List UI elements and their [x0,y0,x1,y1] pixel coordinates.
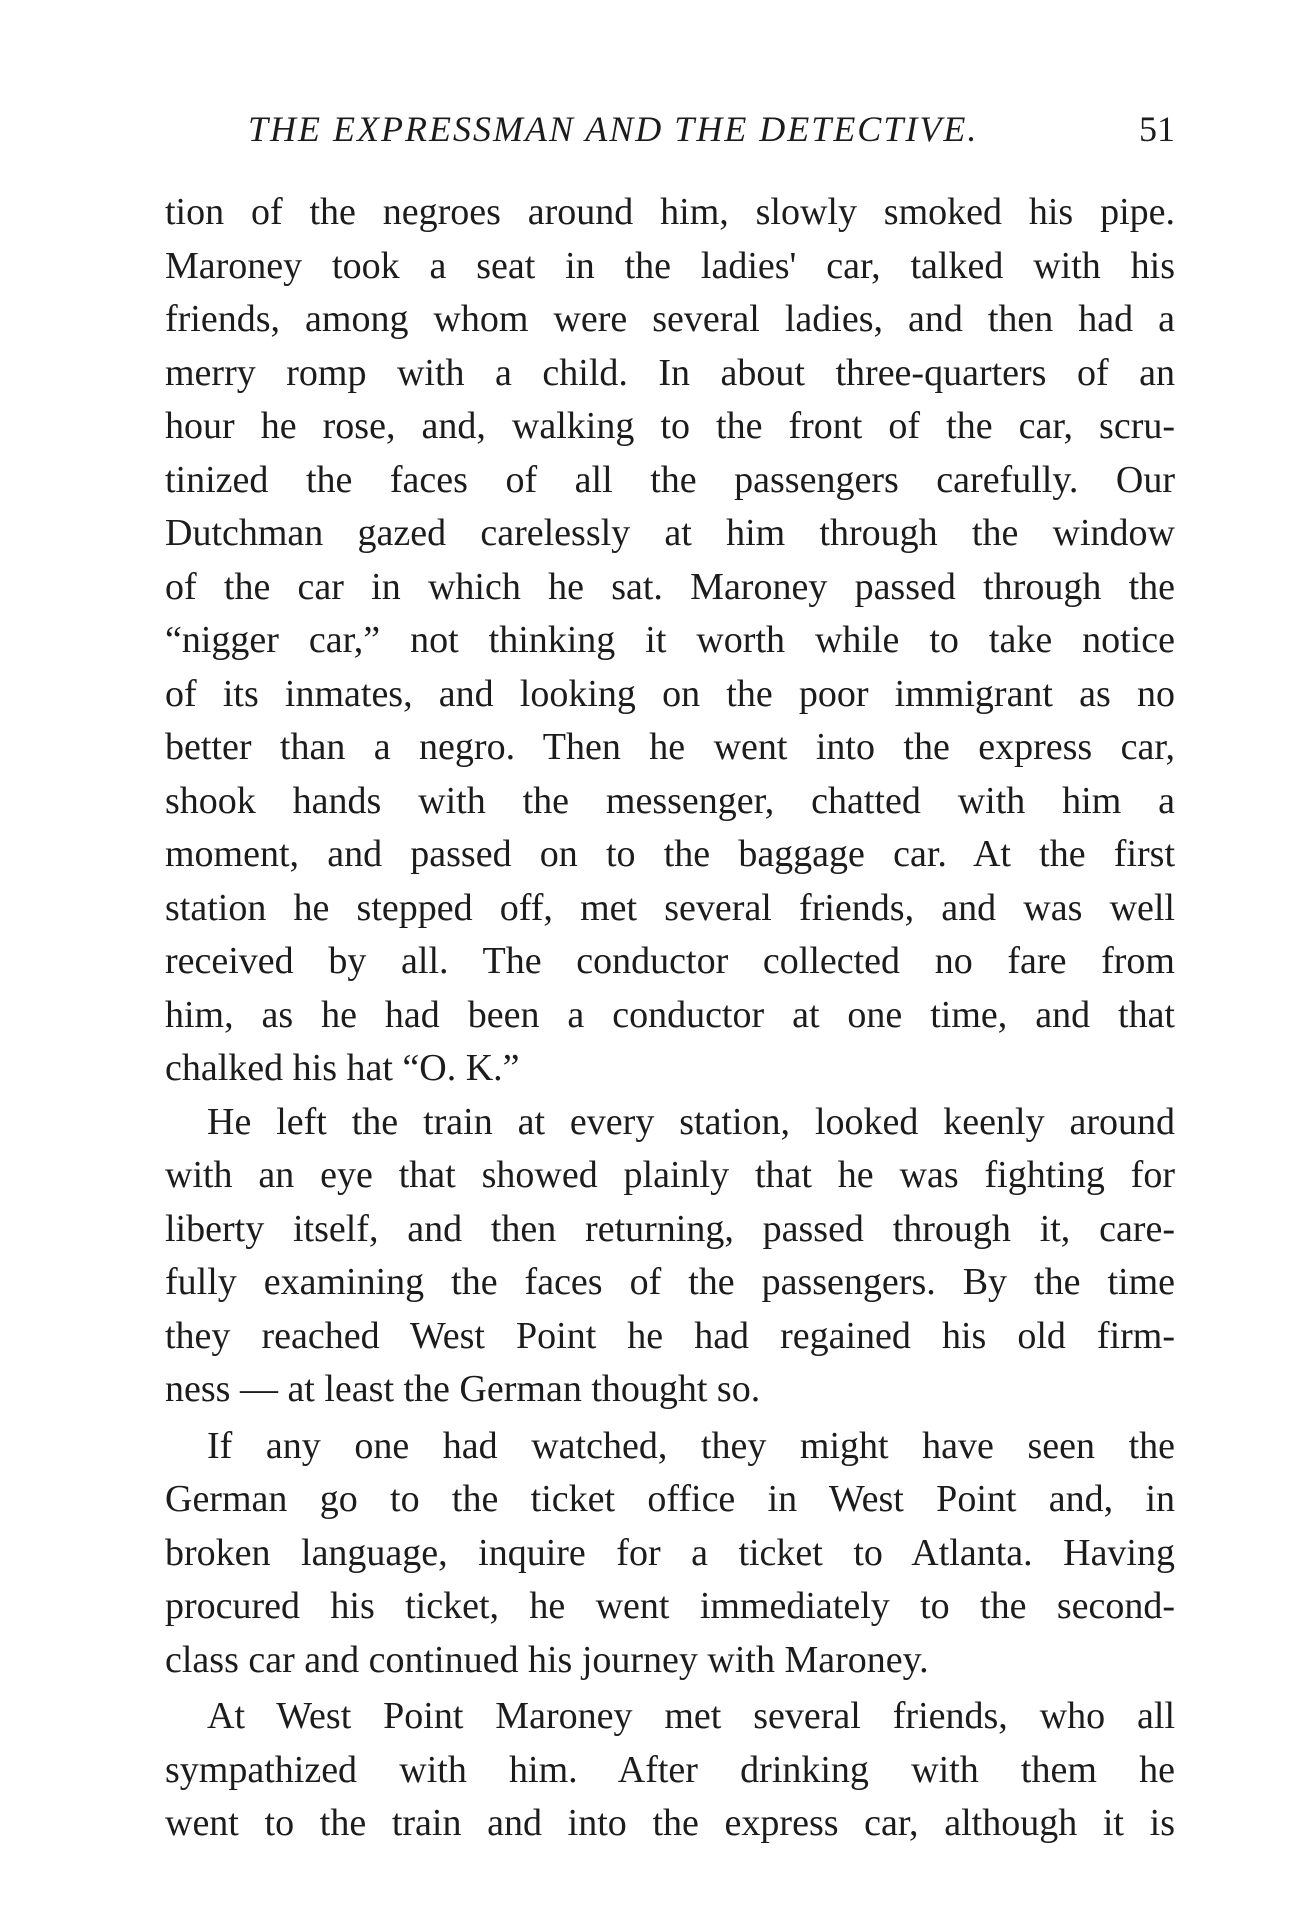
running-title: THE EXPRESSMAN AND THE DETECTIVE. [248,109,979,149]
text-line: broken language, inquire for a ticket to Atlanta. Having [165,1531,1175,1574]
text-line: friends, among whom were several ladies, and then had a [165,298,1175,340]
page-header [200,108,1175,158]
text-line: went to the train and into the express car, although it is [165,1802,1175,1844]
text-line: tinized the faces of all the passengers carefully. Our [165,458,1175,501]
text-line: shook hands with the messenger, chatted with him a [165,779,1175,822]
text-line: tion of the negroes around him, slowly smoked his pipe. [165,191,1175,233]
text-line: chalked his hat “O. K.” [165,1047,520,1089]
text-line: him, as he had been a conductor at one time, and that [165,993,1175,1036]
page-number: 51 [1139,109,1175,149]
text-line: moment, and passed on to the baggage car. At the first [165,833,1175,875]
text-line: At West Point Maroney met several friends, who all [207,1695,1175,1737]
text-line: merry romp with a child. In about three-quarters of an [165,351,1175,394]
text-line: they reached West Point he had regained his old firm- [165,1314,1175,1357]
text-line: He left the train at every station, looked keenly around [207,1100,1175,1143]
text-line: “nigger car,” not thinking it worth while to take notice [165,619,1175,661]
paragraph-2 [165,1096,1175,1417]
text-line: with an eye that showed plainly that he was fighting for [165,1154,1175,1196]
text-line: ness — at least the German thought so. [165,1368,761,1410]
paragraph-3 [165,1420,1175,1688]
text-line: liberty itself, and then returning, passed through it, care- [165,1207,1175,1250]
text-line: station he stepped off, met several friends, and was well [165,886,1175,929]
text-line: of the car in which he sat. Maroney passed through the [165,565,1175,608]
paragraph-1 [165,186,1175,1096]
text-line: procured his ticket, he went immediately to the second- [165,1585,1175,1627]
text-line: of its inmates, and looking on the poor immigrant as no [165,672,1175,715]
text-line: fully examining the faces of the passengers. By the time [165,1261,1175,1303]
text-line: Dutchman gazed carelessly at him through the window [165,512,1175,554]
text-line: sympathized with him. After drinking with them he [165,1748,1175,1791]
text-line: better than a negro. Then he went into the express car, [165,726,1175,768]
paragraph-4 [165,1690,1175,1851]
text-line: received by all. The conductor collected no fare from [165,940,1175,982]
text-line: hour he rose, and, walking to the front of the car, scru- [165,405,1175,447]
text-line: German go to the ticket office in West Point and, in [165,1478,1175,1520]
text-line: If any one had watched, they might have seen the [207,1424,1175,1467]
text-line: class car and continued his journey with Maroney. [165,1638,929,1681]
text-line: Maroney took a seat in the ladies' car, talked with his [165,244,1175,287]
body-text [165,186,1175,1851]
